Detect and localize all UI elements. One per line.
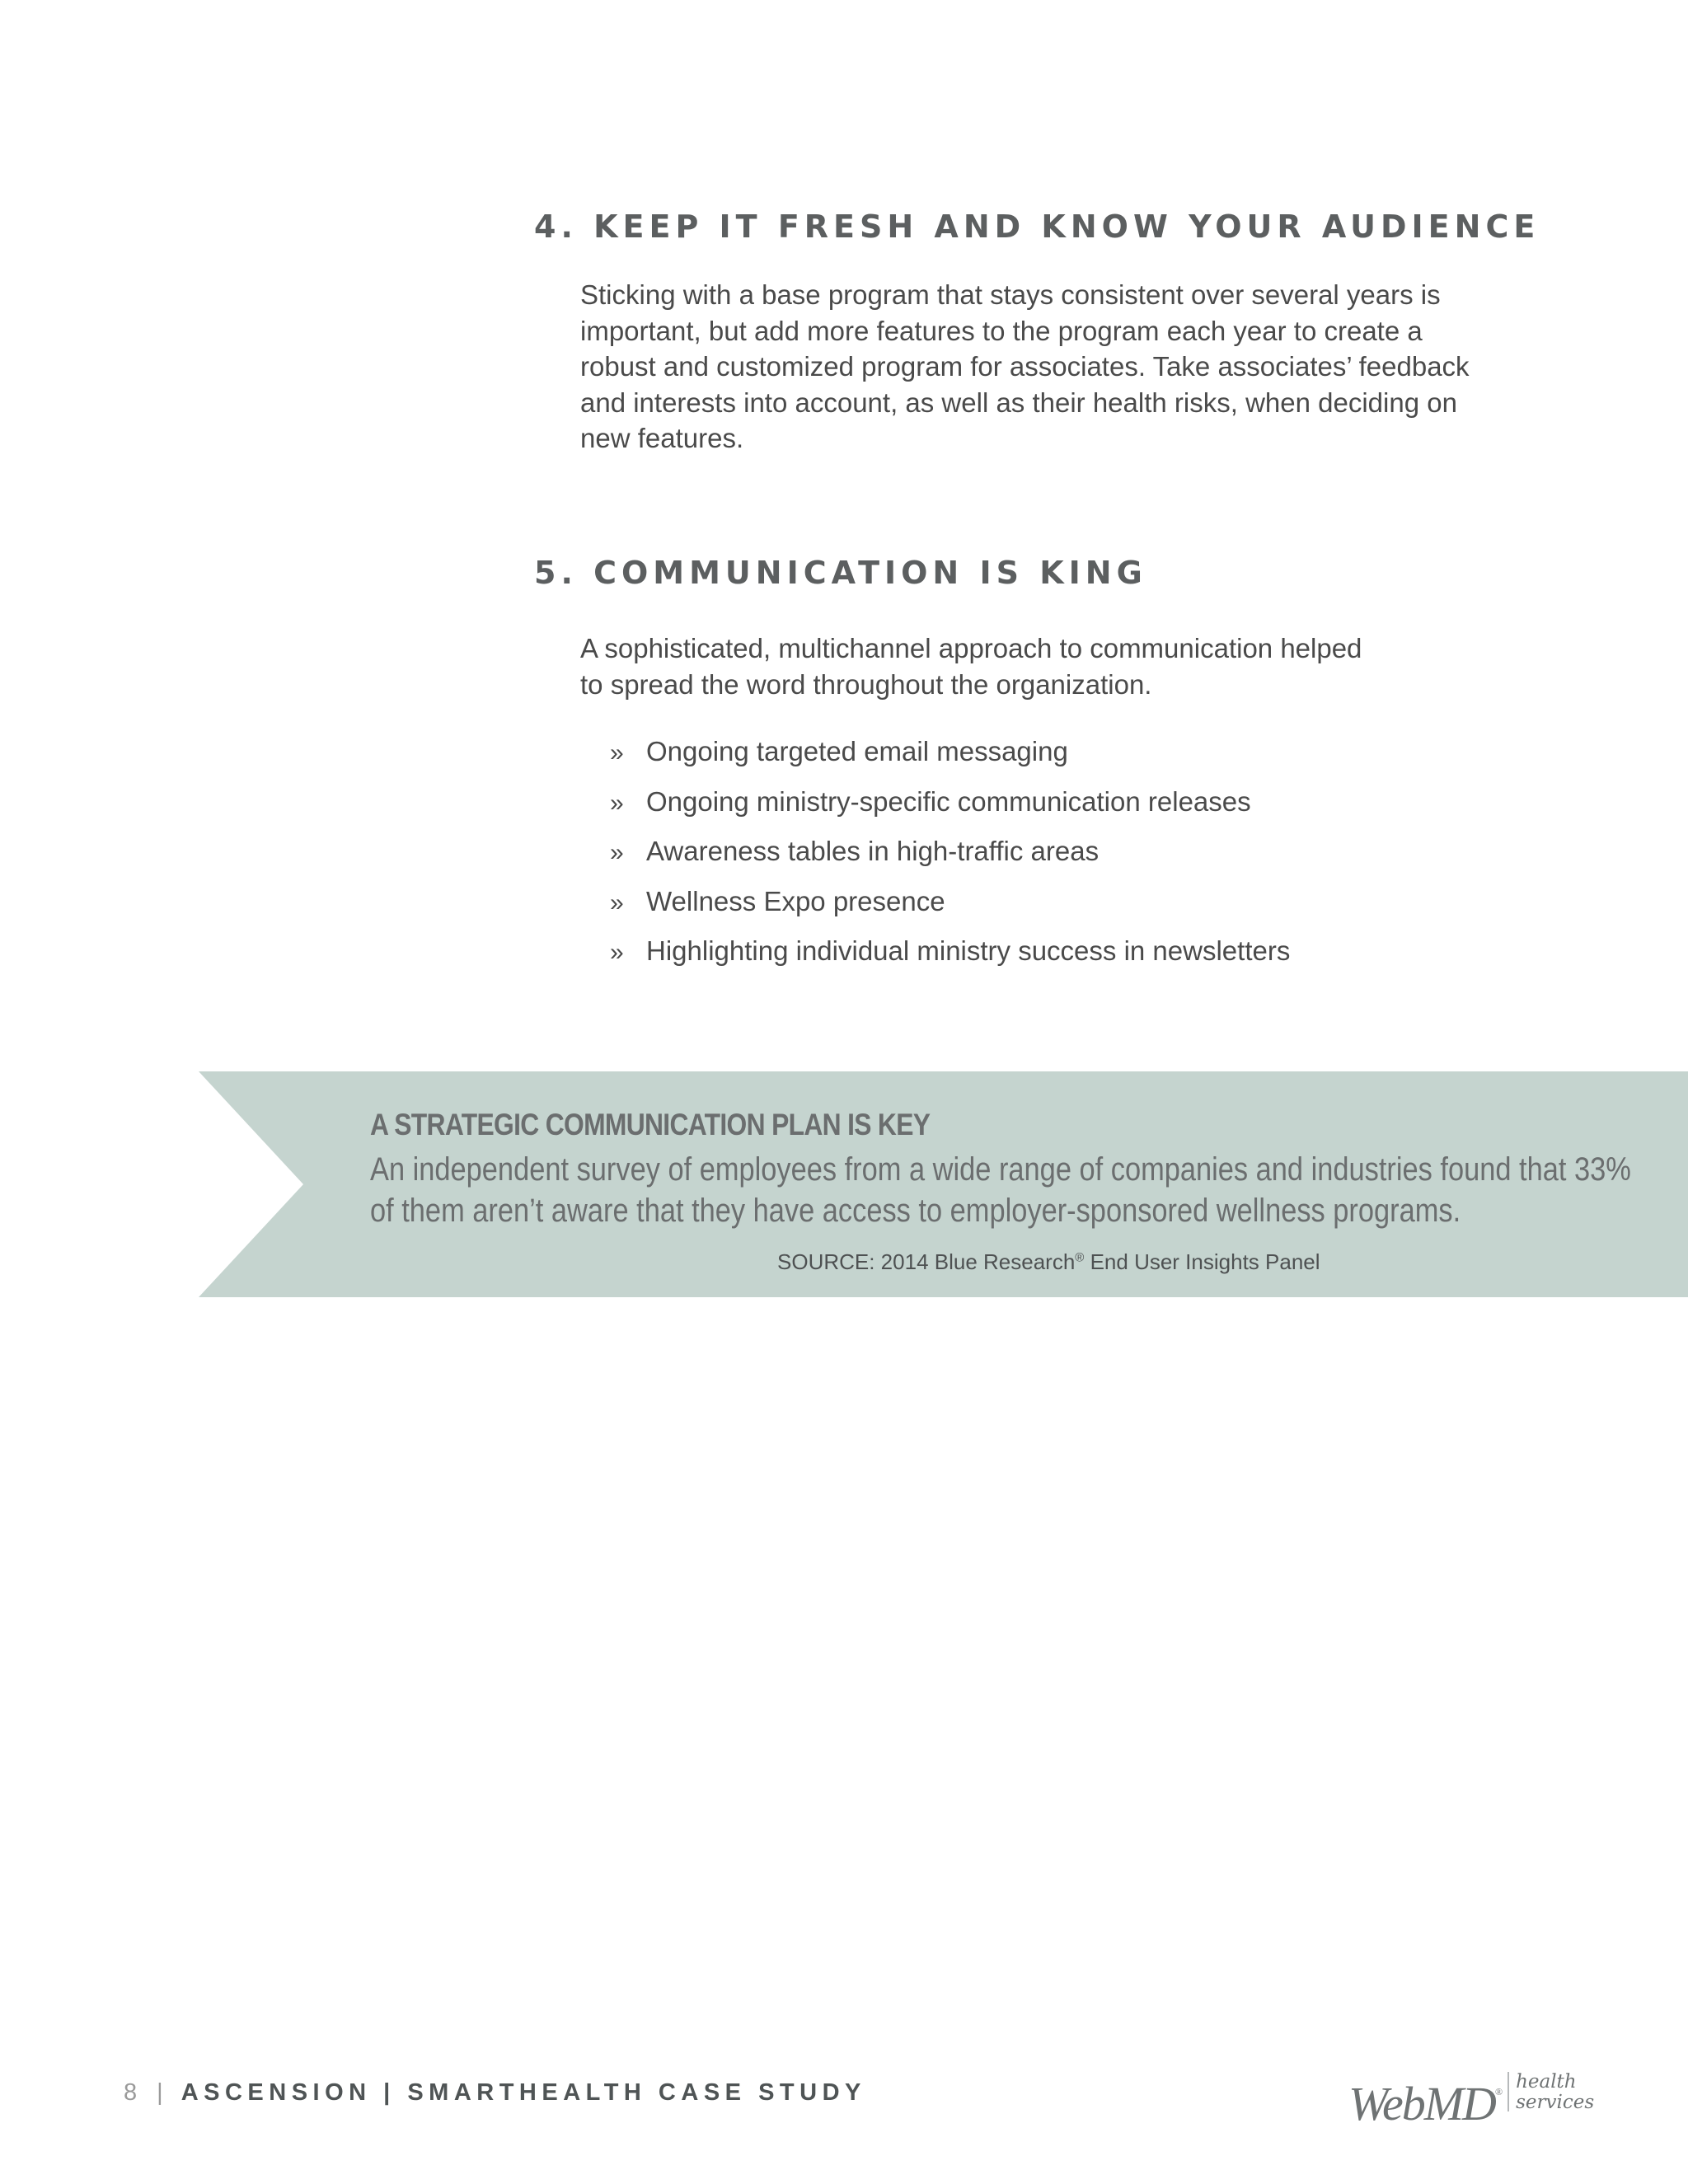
- list-item: [610, 883, 1290, 934]
- callout-banner: [199, 1071, 1688, 1297]
- section-4-body: Sticking with a base program that stays consistent over several years is important, but add more features to the program each year to create a robust and customized program for associates. Take associates’ feedback and interests into account, as well as their health risks, when deciding on new features.: [580, 279, 1470, 453]
- list-item: [610, 733, 1290, 784]
- logo-registered-mark: ®: [1494, 2086, 1503, 2097]
- section-5-body: A sophisticated, multichannel approach to communication helped to spread the word throughout the organization.: [580, 633, 1362, 700]
- page-footer: [124, 2079, 866, 2107]
- list-item: [610, 784, 1290, 834]
- list-item-text: Highlighting individual ministry success in newsletters: [646, 935, 1291, 966]
- callout-body: An independent survey of employees from a wide range of companies and industries found that 33% of them aren’t aware that they have access to employer-sponsored wellness programs.: [370, 1151, 1631, 1229]
- webmd-logo: [1348, 2067, 1595, 2130]
- list-item-text: Ongoing targeted email messaging: [646, 736, 1068, 766]
- section-5-heading: 5. COMMUNICATION IS KING: [534, 555, 1147, 591]
- logo-line-1: health: [1516, 2071, 1577, 2093]
- chevron-right-icon: »: [610, 789, 624, 817]
- list-item-text: Awareness tables in high-traffic areas: [646, 836, 1100, 866]
- logo-brand: WebMD: [1348, 2077, 1495, 2130]
- logo-divider: [1507, 2072, 1509, 2111]
- callout-source: [777, 1249, 1320, 1275]
- section-4-heading: 4. KEEP IT FRESH AND KNOW YOUR AUDIENCE: [534, 209, 1540, 245]
- logo-wordmark: [1348, 2067, 1503, 2129]
- list-item-text: Ongoing ministry-specific communication releases: [646, 785, 1251, 817]
- chevron-right-icon: »: [610, 839, 624, 866]
- registered-mark: ®: [1075, 1250, 1085, 1265]
- list-item: [610, 833, 1290, 883]
- callout-title: A STRATEGIC COMMUNICATION PLAN IS KEY: [370, 1108, 931, 1141]
- page-number: 8: [124, 2079, 139, 2106]
- source-text: SOURCE: 2014 Blue Research: [777, 1249, 1076, 1274]
- chevron-right-icon: »: [610, 739, 624, 766]
- chevron-right-icon: »: [610, 888, 624, 916]
- footer-separator: |: [157, 2079, 163, 2106]
- logo-line-2: services: [1516, 2092, 1595, 2113]
- document-title: ASCENSION | SMARTHEALTH CASE STUDY: [181, 2079, 866, 2106]
- logo-subtitle: [1516, 2072, 1594, 2113]
- source-suffix: End User Insights Panel: [1084, 1249, 1320, 1274]
- communication-channel-list: [610, 733, 1290, 983]
- list-item-text: Wellness Expo presence: [646, 885, 945, 916]
- list-item: [610, 933, 1290, 983]
- chevron-right-icon: »: [610, 939, 624, 966]
